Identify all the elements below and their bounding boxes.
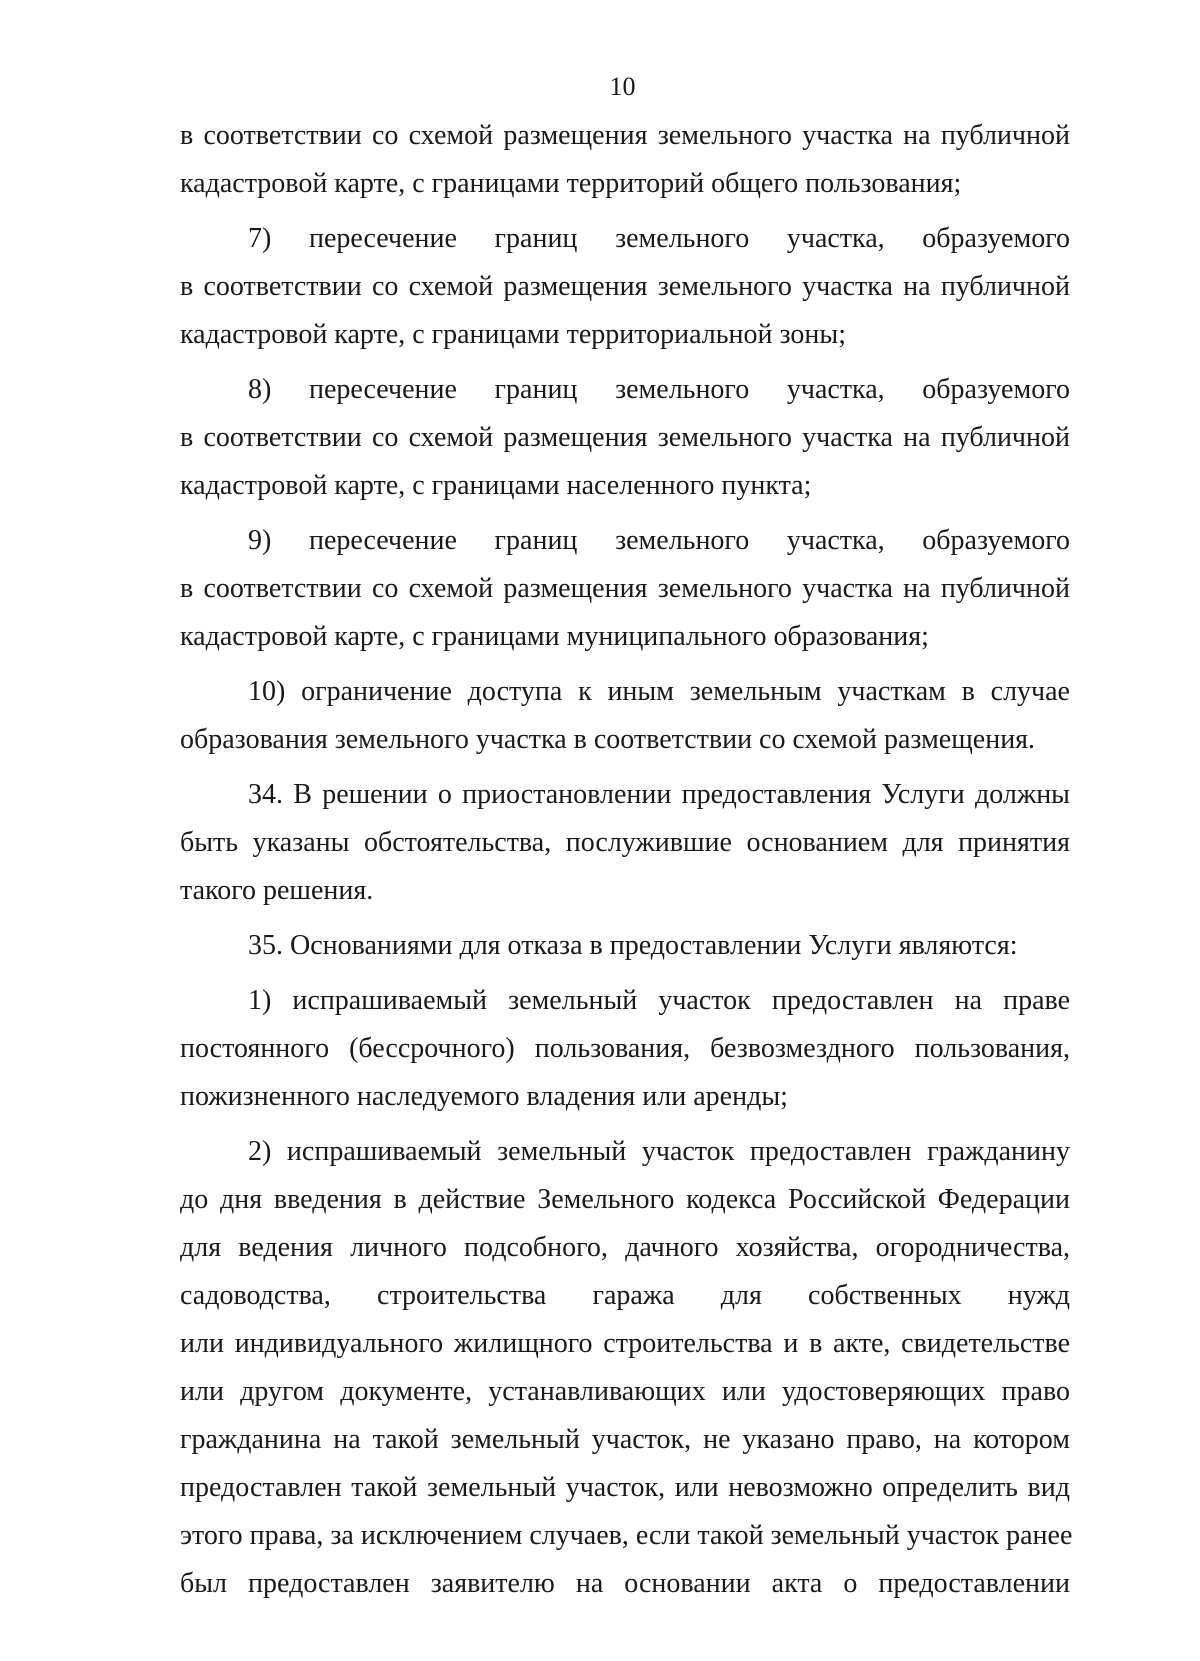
text-line: постоянного (бессрочного) пользования, безвозмездного пользования,	[180, 1033, 1070, 1064]
text-line: до дня введения в действие Земельного кодекса Российской Федерации	[180, 1184, 1070, 1215]
text-line: 1) испрашиваемый земельный участок предоставлен на праве	[248, 985, 1070, 1016]
text-line: быть указаны обстоятельства, послужившие основанием для принятия	[180, 827, 1070, 858]
paragraph-gap	[180, 764, 1070, 771]
text-line: гражданина на такой земельный участок, не указано право, на котором	[180, 1424, 1070, 1455]
text-line: кадастровой карте, с границами территориальной зоны;	[180, 319, 846, 350]
text-line: 34. В решении о приостановлении предоставления Услуги должны	[248, 779, 1070, 810]
text-line: 9) пересечение границ земельного участка, образуемого	[248, 525, 1070, 556]
text-line: для ведения личного подсобного, дачного хозяйства, огородничества,	[180, 1232, 1070, 1263]
text-line: кадастровой карте, с границами муниципального образования;	[180, 621, 929, 652]
text-line: кадастровой карте, с границами территорий общего пользования;	[180, 168, 962, 199]
paragraph-gap	[180, 915, 1070, 922]
text-line: в соответствии со схемой размещения земельного участка на публичной	[180, 120, 1070, 151]
paragraph-gap	[180, 970, 1070, 977]
paragraph-gap	[180, 1121, 1070, 1128]
text-line: образования земельного участка в соответствии со схемой размещения.	[180, 724, 1036, 755]
paragraph-gap	[180, 510, 1070, 517]
text-line: в соответствии со схемой размещения земельного участка на публичной	[180, 422, 1070, 453]
text-line: садоводства, строительства гаража для собственных нужд	[180, 1280, 1070, 1311]
text-line: или другом документе, устанавливающих или удостоверяющих право	[180, 1376, 1070, 1407]
paragraph-gap	[180, 661, 1070, 668]
paragraph-gap	[180, 208, 1070, 215]
text-line: 10) ограничение доступа к иным земельным участкам в случае	[248, 676, 1070, 707]
text-line: 2) испрашиваемый земельный участок предоставлен гражданину	[248, 1136, 1070, 1167]
page-number: 10	[609, 72, 636, 101]
text-line: или индивидуального жилищного строительства и в акте, свидетельстве	[180, 1328, 1070, 1359]
text-line: предоставлен такой земельный участок, или невозможно определить вид	[180, 1472, 1070, 1503]
text-line: в соответствии со схемой размещения земельного участка на публичной	[180, 573, 1070, 604]
paragraph-gap	[180, 359, 1070, 366]
text-line: 8) пересечение границ земельного участка, образуемого	[248, 374, 1070, 405]
text-line: в соответствии со схемой размещения земельного участка на публичной	[180, 271, 1070, 302]
text-line: кадастровой карте, с границами населенного пункта;	[180, 470, 812, 501]
text-line: 35. Основаниями для отказа в предоставлении Услуги являются:	[248, 930, 1018, 961]
text-line: 7) пересечение границ земельного участка, образуемого	[248, 223, 1070, 254]
text-line: был предоставлен заявителю на основании акта о предоставлении	[180, 1568, 1070, 1599]
text-line: такого решения.	[180, 875, 374, 906]
text-line: пожизненного наследуемого владения или аренды;	[180, 1081, 788, 1112]
document-body	[180, 112, 1073, 1608]
text-line: этого права, за исключением случаев, если такой земельный участок ранее	[180, 1520, 1073, 1551]
